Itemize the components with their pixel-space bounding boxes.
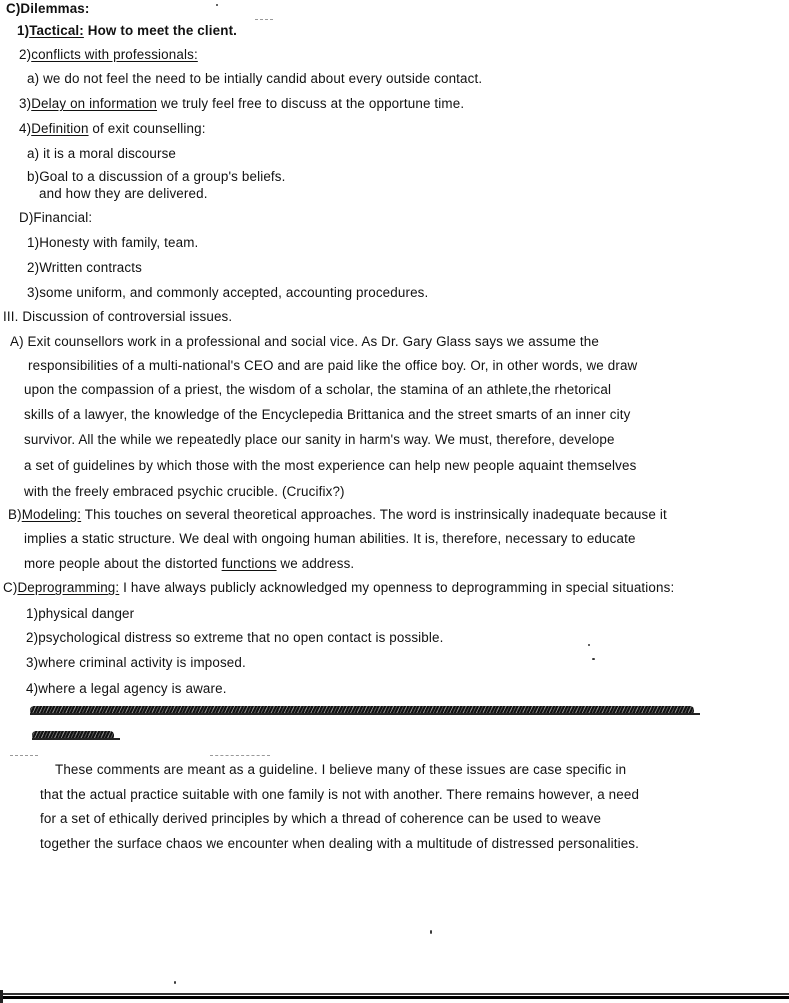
- text-run: C): [3, 580, 18, 595]
- text-run: for a set of ethically derived principles by which a thread of coherence can be used to weave: [40, 811, 602, 826]
- text-run: upon the compassion of a priest, the wisdom of a scholar, the stamina of an athlete,the rhetorical: [24, 382, 612, 397]
- list-item: [26, 681, 227, 697]
- scan-speck: [430, 930, 432, 934]
- text-run: This touches on several theoretical approaches. The word is instrinsically inadequate because it: [81, 507, 667, 522]
- text-run: skills of a lawyer, the knowledge of the Encyclepedia Brittanica and the street smarts of an inner city: [24, 407, 631, 422]
- text-run: conflicts with professionals:: [31, 47, 198, 62]
- text-run: we address.: [276, 556, 355, 571]
- line-contracts: [27, 260, 142, 276]
- line-definition: [19, 121, 206, 137]
- text-run: we truly feel free to discuss at the opportune time.: [157, 96, 465, 111]
- para-a-line: [24, 484, 345, 500]
- line-tactical: [17, 23, 237, 39]
- text-run: 3)where criminal activity is imposed.: [26, 655, 246, 670]
- text-run: B): [8, 507, 22, 522]
- text-run: Delay on information: [31, 96, 158, 111]
- scan-artifact: [255, 19, 273, 21]
- para-b-line: [24, 531, 636, 547]
- list-item: [26, 655, 246, 671]
- text-run: 4): [19, 121, 32, 136]
- scan-artifact: [210, 755, 270, 757]
- text-run: a set of guidelines by which those with the most experience can help new people aquaint themselves: [24, 458, 637, 473]
- para-a-line: [24, 432, 615, 448]
- text-run: C)Dilemmas:: [6, 1, 90, 16]
- closing-para-line: [40, 836, 639, 852]
- line-accounting: [27, 285, 428, 301]
- list-item: [26, 630, 444, 646]
- text-run: a) it is a moral discourse: [27, 146, 177, 161]
- text-run: survivor. All the while we repeatedly place our sanity in harm's way. We must, therefore, develope: [24, 432, 615, 447]
- text-run: 2)Written contracts: [27, 260, 142, 275]
- scan-speck: [174, 981, 176, 984]
- line-conflicts: [19, 47, 198, 63]
- text-run: 2): [19, 47, 32, 62]
- closing-para-line: [40, 811, 601, 827]
- page-corner-edge: [0, 990, 3, 1003]
- list-item: [26, 606, 134, 622]
- scan-speck: [216, 4, 218, 6]
- text-run: and how they are delivered.: [39, 186, 208, 201]
- text-run: Definition: [31, 121, 89, 136]
- text-run: 1)Honesty with family, team.: [27, 235, 199, 250]
- line-delay: [19, 96, 464, 112]
- text-run: b)Goal to a discussion of a group's beliefs.: [27, 169, 286, 184]
- page-bottom-edge: [0, 993, 789, 999]
- text-run: responsibilities of a multi-national's CEO and are paid like the office boy. Or, in other words, we draw: [28, 358, 638, 373]
- text-run: 1)physical danger: [26, 606, 135, 621]
- para-b-line: [8, 507, 667, 523]
- text-run: a) we do not feel the need to be intially candid about every outside contact.: [27, 71, 483, 86]
- section-heading-dilemmas: [6, 1, 90, 17]
- text-run: with the freely embraced psychic crucible. (Crucifix?): [24, 484, 345, 499]
- line-goal: [27, 169, 286, 185]
- text-run: These comments are meant as a guideline. I believe many of these issues are case specific in: [55, 762, 627, 777]
- para-b-line: [24, 556, 354, 572]
- scan-artifact: [10, 755, 38, 757]
- line-goal-cont: [39, 186, 208, 202]
- closing-para-line: [55, 762, 626, 778]
- text-run: 2)psychological distress so extreme that no open contact is possible.: [26, 630, 444, 645]
- closing-para-line: [40, 787, 639, 803]
- para-c-line: [3, 580, 674, 596]
- text-run: of exit counselling:: [88, 121, 206, 136]
- text-run: 3): [19, 96, 32, 111]
- line-honesty: [27, 235, 198, 251]
- redaction-scribble: [30, 706, 694, 715]
- text-run: I have always publicly acknowledged my openness to deprogramming in special situations:: [119, 580, 675, 595]
- text-run: III. Discussion of controversial issues.: [3, 309, 233, 324]
- text-run: How to meet the client.: [83, 23, 238, 38]
- text-run: implies a static structure. We deal with ongoing human abilities. It is, therefore, necessary to educate: [24, 531, 636, 546]
- text-run: more people about the distorted: [24, 556, 222, 571]
- redaction-scribble: [32, 731, 114, 740]
- text-run: together the surface chaos we encounter when dealing with a multitude of distressed personalities.: [40, 836, 640, 851]
- para-a-line: [24, 458, 636, 474]
- text-run: 3)some uniform, and commonly accepted, accounting procedures.: [27, 285, 429, 300]
- text-run: D)Financial:: [19, 210, 93, 225]
- line-candid: [27, 71, 482, 87]
- section-heading-financial: [19, 210, 92, 226]
- text-run: 1): [17, 23, 30, 38]
- line-moral-discourse: [27, 146, 176, 162]
- para-a-line: [24, 407, 630, 423]
- text-run: functions: [221, 556, 277, 571]
- text-run: that the actual practice suitable with one family is not with another. There remains however, a need: [40, 787, 640, 802]
- scan-speck: [588, 644, 590, 646]
- section-heading-controversial: [3, 309, 232, 325]
- para-a-line: [28, 358, 637, 374]
- scan-speck: [592, 658, 595, 660]
- text-run: A) Exit counsellors work in a professional and social vice. As Dr. Gary Glass says we assume the: [10, 334, 599, 349]
- text-run: 4)where a legal agency is aware.: [26, 681, 227, 696]
- para-a-line: [10, 334, 599, 350]
- text-run: Tactical:: [29, 23, 84, 38]
- text-run: Modeling:: [21, 507, 82, 522]
- para-a-line: [24, 382, 611, 398]
- text-run: Deprogramming:: [17, 580, 120, 595]
